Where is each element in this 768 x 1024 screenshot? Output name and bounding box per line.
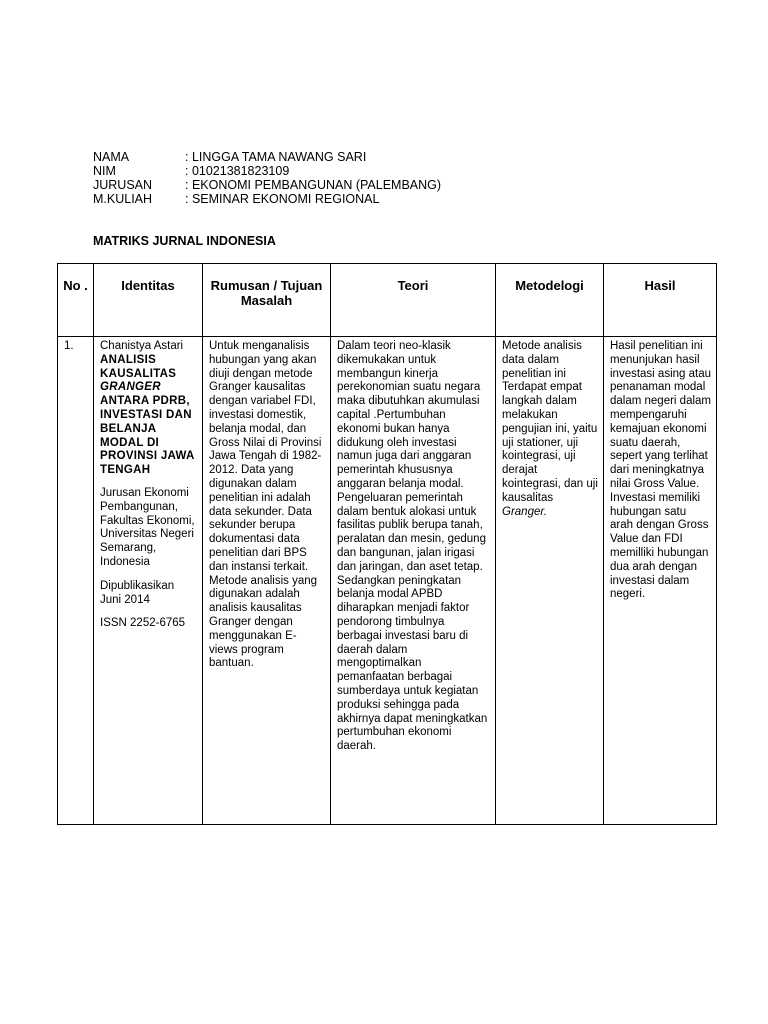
journal-title-part2: ANTARA PDRB, INVESTASI DAN BELANJA MODAL DI PROVINSI JAWA TENGAH: [100, 395, 195, 477]
header-metodelogi: Metodelogi: [496, 264, 604, 337]
metodelogi-italic: Granger.: [502, 505, 547, 518]
info-label: M.KULIAH: [93, 192, 153, 206]
header-no: No .: [58, 264, 94, 337]
info-label: JURUSAN: [93, 178, 153, 192]
cell-metodelogi: [496, 337, 604, 825]
info-row-jurusan: [93, 178, 441, 192]
table-row: [58, 337, 717, 825]
info-value: : 01021381823109: [185, 164, 290, 178]
header-teori: Teori: [331, 264, 496, 337]
header-hasil: Hasil: [604, 264, 717, 337]
teori-text: Dalam teori neo-klasik dikemukakan untuk membangun kinerja perekonomian suatu negara maka dibutuhkan akumulasi capital .Pertumbuhan ekonomi bukan hanya didukung oleh investasi namun juga dari anggaran pemerintah khususnya anggaran belanja modal. Pengeluaran pemerintah dalam bentuk alokasi untuk fasilitas publik berupa tanah, peralatan dan mesin, gedung dan bangunan, jalan irigasi dan jaringan, dan aset tetap. Sedangkan peningkatan belanja modal APBD diharapkan menjadi faktor pendorong timbulnya berbagai investasi baru di daerah dalam mengoptimalkan pemanfaatan berbagai sumberdaya untuk kegiatan produksi sehingga pada akhirnya dapat meningkatkan pertumbuhan ekonomi daerah.: [337, 340, 488, 753]
journal-title-part1: ANALISIS KAUSALITAS: [100, 353, 177, 380]
hasil-text: Hasil penelitian ini menunjukan hasil investasi asing atau penanaman modal dalam negeri dalam mempengaruhi kemajuan ekonomi suatu daerah, sepert yang terlihat dari meningkatnya nilai Gross Value. Investasi memiliki hubungan satu arah dengan Gross Value dan FDI memilliki hubungan dua arah dengan investasi dalam negeri.: [610, 340, 712, 601]
cell-no: 1.: [58, 337, 94, 825]
table-header-row: [58, 264, 717, 337]
cell-hasil: [604, 337, 717, 825]
info-row-nim: [93, 164, 441, 178]
header-identitas: Identitas: [94, 264, 203, 337]
rumusan-text: Untuk menganalisis hubungan yang akan diuji dengan metode Granger kausalitas dengan variabel FDI, investasi domestik, belanja modal, dan Gross Nilai di Provinsi Jawa Tengah di 1982-2012. Data yang digunakan dalam penelitian ini adalah data sekunder. Data sekunder berupa dokumentasi data penelitian dari BPS dan instansi terkait. Metode analisis yang digunakan adalah analisis kausalitas Granger dengan menggunakan E-views program bantuan.: [209, 340, 322, 670]
header-rumusan: Rumusan / Tujuan Masalah: [203, 264, 331, 337]
metodelogi-text: Metode analisis data dalam penelitian ini Terdapat empat langkah dalam melakukan pengujian ini, yaitu uji stationer, uji kointegrasi, uji derajat kointegrasi, dan uji kausalitas: [502, 340, 598, 504]
info-label: NIM: [93, 164, 116, 178]
journal-author: Chanistya Astari: [100, 340, 184, 352]
info-row-mkuliah: [93, 192, 441, 206]
info-label: NAMA: [93, 150, 130, 164]
cell-teori: [331, 337, 496, 825]
document-title: MATRIKS JURNAL INDONESIA: [93, 234, 276, 248]
journal-title: [100, 354, 197, 478]
journal-matrix-table: [57, 263, 717, 825]
journal-published: Dipublikasikan Juni 2014: [100, 579, 175, 606]
journal-issn: ISSN 2252-6765: [100, 616, 186, 629]
cell-rumusan: [203, 337, 331, 825]
info-row-nama: [93, 150, 441, 164]
cell-identitas: [94, 337, 203, 825]
info-value: : SEMINAR EKONOMI REGIONAL: [185, 192, 380, 206]
info-value: : LINGGA TAMA NAWANG SARI: [185, 150, 367, 164]
student-info: [93, 150, 441, 206]
journal-affiliation: Jurusan Ekonomi Pembangunan, Fakultas Ekonomi, Universitas Negeri Semarang, Indonesia: [100, 486, 195, 568]
info-value: : EKONOMI PEMBANGUNAN (PALEMBANG): [185, 178, 442, 192]
journal-title-italic: GRANGER: [100, 381, 161, 394]
